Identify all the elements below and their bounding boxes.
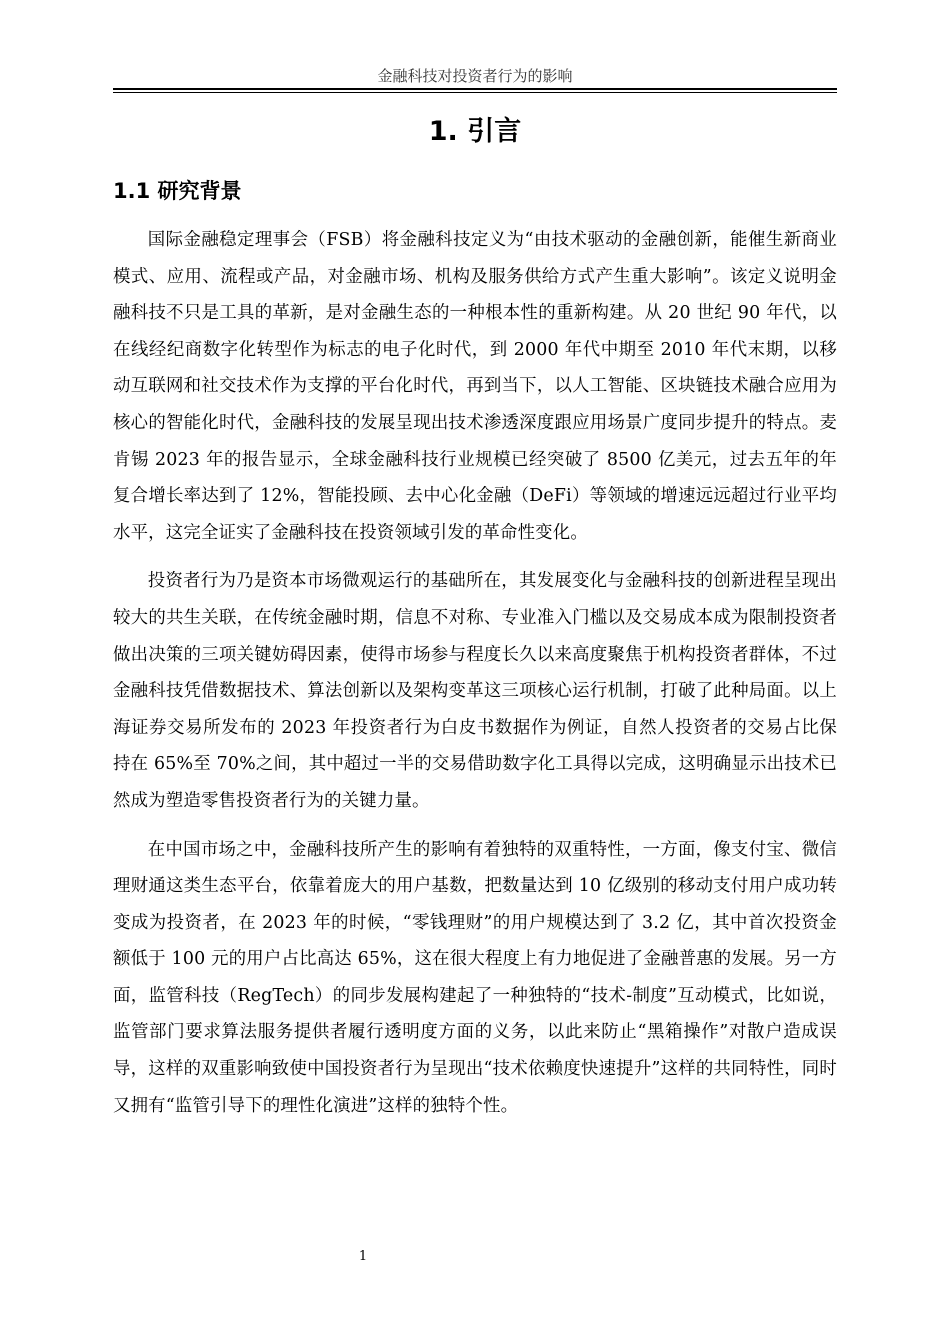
header-rule-thin bbox=[113, 92, 837, 93]
paragraph-3: 在中国市场之中，金融科技所产生的影响有着独特的双重特性，一方面，像支付宝、微信理财通这类生态平台，依靠着庞大的用户基数，把数量达到 10 亿级别的移动支付用户成功转变成为投资者，在 2023 年的时候，“零钱理财”的用户规模达到了 3.2 亿，其中首次投资金额低于 100 元的用户占比高达 65%，这在很大程度上有力地促进了金融普惠的发展。另一方面，监管科技（RegTech）的同步发展构建起了一种独特的“技术-制度”互动模式，比如说，监管部门要求算法服务提供者履行透明度方面的义务，以此来防止“黑箱操作”对散户造成误导，这样的双重影响致使中国投资者行为呈现出“技术依赖度快速提升”这样的共同特性，同时又拥有“监管引导下的理性化演进”这样的独特个性。 bbox=[113, 839, 837, 1116]
body-text bbox=[113, 222, 837, 1136]
paragraph-1: 国际金融稳定理事会（FSB）将金融科技定义为“由技术驱动的金融创新，能催生新商业模式、应用、流程或产品，对金融市场、机构及服务供给方式产生重大影响”。该定义说明金融科技不只是工具的革新，是对金融生态的一种根本性的重新构建。从 20 世纪 90 年代，以在线经纪商数字化转型作为标志的电子化时代，到 2000 年代中期至 2010 年代末期，以移动互联网和社交技术作为支撑的平台化时代，再到当下，以人工智能、区块链技术融合应用为核心的智能化时代，金融科技的发展呈现出技术渗透深度跟应用场景广度同步提升的特点。麦肯锡 2023 年的报告显示，全球金融科技行业规模已经突破了 8500 亿美元，过去五年的年复合增长率达到了 12%，智能投顾、去中心化金融（DeFi）等领域的增速远远超过行业平均水平，这完全证实了金融科技在投资领域引发的革命性变化。 bbox=[113, 230, 837, 543]
section-title: 1.1 研究背景 bbox=[113, 179, 242, 203]
paragraph-2: 投资者行为乃是资本市场微观运行的基础所在，其发展变化与金融科技的创新进程呈现出较大的共生关联，在传统金融时期，信息不对称、专业准入门槛以及交易成本成为限制投资者做出决策的三项关键妨碍因素，使得市场参与程度长久以来高度聚焦于机构投资者群体，不过金融科技凭借数据技术、算法创新以及架构变革这三项核心运行机制，打破了此种局面。以上海证券交易所发布的 2023 年投资者行为白皮书数据作为例证，自然人投资者的交易占比保持在 65%至 70%之间，其中超过一半的交易借助数字化工具得以完成，这明确显示出技术已然成为塑造零售投资者行为的关键力量。 bbox=[113, 571, 837, 811]
running-header: 金融科技对投资者行为的影响 bbox=[377, 67, 573, 85]
page-number: 1 bbox=[358, 1249, 368, 1264]
header-rule-thick bbox=[113, 88, 837, 90]
chapter-title: 1. 引言 bbox=[428, 116, 522, 147]
